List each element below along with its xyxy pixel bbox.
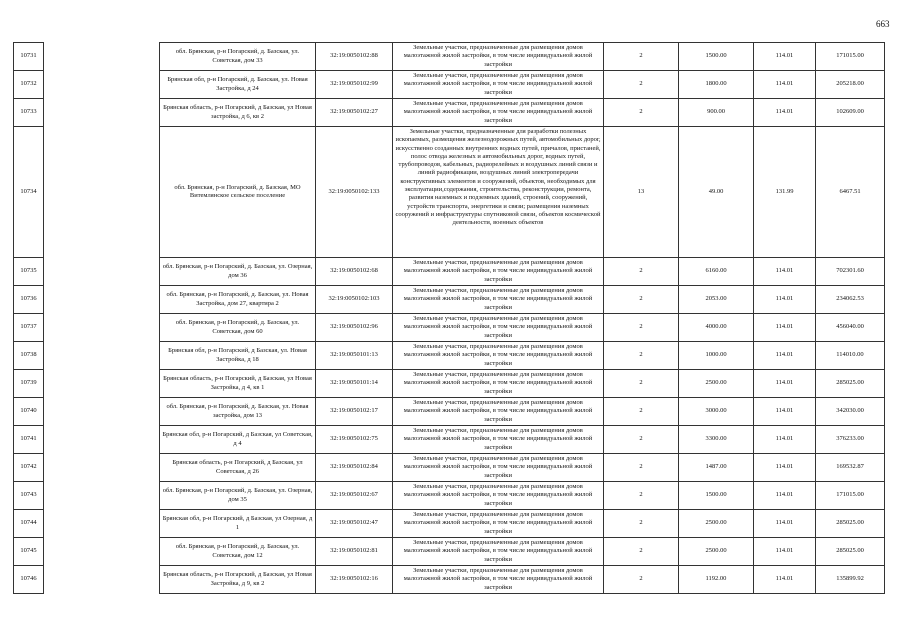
area-cell: 1487.00 (679, 454, 754, 482)
address-cell: обл. Брянская, р-н Погарский, д. Базская, ул. Новая застройка, дом 13 (160, 398, 316, 426)
address-cell: обл. Брянская, р-н Погарский, д. Базская, МО Витемлянское сельское поселение (160, 127, 316, 258)
area-cell: 1000.00 (679, 342, 754, 370)
area-cell: 1500.00 (679, 482, 754, 510)
group-cell: 2 (604, 454, 679, 482)
row-number: 10736 (14, 286, 44, 314)
row-number: 10732 (14, 71, 44, 99)
group-cell: 2 (604, 314, 679, 342)
rate-cell: 114.01 (754, 342, 816, 370)
table-row (14, 370, 885, 398)
rate-cell: 114.01 (754, 566, 816, 594)
cadastral-value-cell: 285025.00 (816, 510, 885, 538)
cadastral-number-cell: 32:19:0050102:75 (316, 426, 393, 454)
address-cell: Брянская обл, р-н Погарский, д. Базская, ул. Новая Застройка, д 24 (160, 71, 316, 99)
cadastral-value-cell: 6467.51 (816, 127, 885, 258)
row-number: 10743 (14, 482, 44, 510)
cadastral-number-cell: 32:19:0050102:99 (316, 71, 393, 99)
address-cell: Брянская область, р-н Погарский, д Базская, ул Новая Застройка, д 9, кв 2 (160, 566, 316, 594)
cadastral-number-cell: 32:19:0050102:133 (316, 127, 393, 258)
land-use-cell: Земельные участки, предназначенные для размещения домов малоэтажной жилой застройки, в том числе индивидуальной жилой застройки (393, 538, 604, 566)
cadastral-value-cell: 456040.00 (816, 314, 885, 342)
address-cell: Брянская область, р-н Погарский, д Базская, ул Новая Застройка, д 4, кв 1 (160, 370, 316, 398)
cadastral-value-cell: 114010.00 (816, 342, 885, 370)
row-number: 10746 (14, 566, 44, 594)
land-use-cell: Земельные участки, предназначенные для размещения домов малоэтажной жилой застройки, в том числе индивидуальной жилой застройки (393, 258, 604, 286)
row-number: 10745 (14, 538, 44, 566)
rate-cell: 114.01 (754, 258, 816, 286)
group-cell: 2 (604, 99, 679, 127)
area-cell: 3000.00 (679, 398, 754, 426)
table-row (14, 566, 885, 594)
group-cell: 2 (604, 342, 679, 370)
address-cell: обл. Брянская, р-н Погарский, д. Базская, ул. Новая Застройка, дом 27, квартира 2 (160, 286, 316, 314)
spacer-cell (44, 538, 160, 566)
area-cell: 2500.00 (679, 510, 754, 538)
table-row (14, 314, 885, 342)
address-cell: Брянская обл, р-н Погарский, д Базская, ул Советская, д 4 (160, 426, 316, 454)
table-row (14, 454, 885, 482)
cadastral-value-cell: 169532.87 (816, 454, 885, 482)
spacer-cell (44, 510, 160, 538)
cadastral-number-cell: 32:19:0050102:16 (316, 566, 393, 594)
row-number: 10739 (14, 370, 44, 398)
table-row (14, 127, 885, 258)
rate-cell: 114.01 (754, 510, 816, 538)
address-cell: Брянская область, р-н Погарский, д Базская, ул Советская, д 26 (160, 454, 316, 482)
row-number: 10744 (14, 510, 44, 538)
row-number: 10740 (14, 398, 44, 426)
group-cell: 2 (604, 538, 679, 566)
spacer-cell (44, 482, 160, 510)
group-cell: 2 (604, 71, 679, 99)
group-cell: 2 (604, 398, 679, 426)
spacer-cell (44, 99, 160, 127)
area-cell: 2500.00 (679, 538, 754, 566)
rate-cell: 114.01 (754, 314, 816, 342)
row-number: 10733 (14, 99, 44, 127)
spacer-cell (44, 342, 160, 370)
table-row (14, 426, 885, 454)
area-cell: 1500.00 (679, 43, 754, 71)
land-use-cell: Земельные участки, предназначенные для размещения домов малоэтажной жилой застройки, в том числе индивидуальной жилой застройки (393, 566, 604, 594)
area-cell: 1800.00 (679, 71, 754, 99)
cadastral-number-cell: 32:19:0050102:88 (316, 43, 393, 71)
area-cell: 3300.00 (679, 426, 754, 454)
page-number: 663 (876, 19, 890, 29)
address-cell: Брянская обл, р-н Погарский, д Базская, ул Озерная, д 1 (160, 510, 316, 538)
rate-cell: 114.01 (754, 538, 816, 566)
cadastral-value-cell: 376233.00 (816, 426, 885, 454)
area-cell: 49.00 (679, 127, 754, 258)
address-cell: обл. Брянская, р-н Погарский, д. Базская, ул. Советская, дом 60 (160, 314, 316, 342)
land-use-cell: Земельные участки, предназначенные для размещения домов малоэтажной жилой застройки, в том числе индивидуальной жилой застройки (393, 43, 604, 71)
cadastral-value-table (13, 42, 885, 594)
area-cell: 4000.00 (679, 314, 754, 342)
group-cell: 2 (604, 258, 679, 286)
area-cell: 900.00 (679, 99, 754, 127)
address-cell: Брянская обл, р-н Погарский, д Базская, ул. Новая Застройка, д 18 (160, 342, 316, 370)
row-number: 10734 (14, 127, 44, 258)
land-use-cell: Земельные участки, предназначенные для разработки полезных ископаемых, размещения железнодорожных путей, автомобильных дорог, искусственно созданных внутренних водных путей, причалов, пристаней, полос отвода железных и автомобильных дорог, водных путей, трубопроводов, кабельных, радиорелейных и воздушных линий связи и линий радиофикации, воздушных линий электропередачи конструктивных элементов и сооружений, объектов, необходимых для эксплуатации,содержания, строительства, реконструкции, ремонта, развития наземных и подземных зданий, строений, сооружений, устройств транспорта, энергетики и связи; размещения наземных сооружений и инфраструктуры спутниковой связи, объектов космической деятельности, военных объектов (393, 127, 604, 258)
row-number: 10731 (14, 43, 44, 71)
table-row (14, 99, 885, 127)
table-row (14, 258, 885, 286)
address-cell: обл. Брянская, р-н Погарский, д. Базская, ул. Советская, дом 12 (160, 538, 316, 566)
spacer-cell (44, 286, 160, 314)
cadastral-number-cell: 32:19:0050102:84 (316, 454, 393, 482)
rate-cell: 114.01 (754, 99, 816, 127)
land-use-cell: Земельные участки, предназначенные для размещения домов малоэтажной жилой застройки, в том числе индивидуальной жилой застройки (393, 286, 604, 314)
table-row (14, 398, 885, 426)
rate-cell: 114.01 (754, 454, 816, 482)
table-row (14, 71, 885, 99)
rate-cell: 114.01 (754, 71, 816, 99)
land-use-cell: Земельные участки, предназначенные для размещения домов малоэтажной жилой застройки, в том числе индивидуальной жилой застройки (393, 454, 604, 482)
rate-cell: 114.01 (754, 43, 816, 71)
table-row (14, 510, 885, 538)
rate-cell: 114.01 (754, 286, 816, 314)
spacer-cell (44, 127, 160, 258)
spacer-cell (44, 314, 160, 342)
group-cell: 2 (604, 370, 679, 398)
group-cell: 2 (604, 43, 679, 71)
row-number: 10738 (14, 342, 44, 370)
address-cell: обл. Брянская, р-н Погарский, д. Базская, ул. Советская, дом 33 (160, 43, 316, 71)
table-row (14, 482, 885, 510)
spacer-cell (44, 398, 160, 426)
rate-cell: 131.99 (754, 127, 816, 258)
land-use-cell: Земельные участки, предназначенные для размещения домов малоэтажной жилой застройки, в том числе индивидуальной жилой застройки (393, 482, 604, 510)
group-cell: 2 (604, 482, 679, 510)
group-cell: 2 (604, 566, 679, 594)
row-number: 10741 (14, 426, 44, 454)
land-use-cell: Земельные участки, предназначенные для размещения домов малоэтажной жилой застройки, в том числе индивидуальной жилой застройки (393, 426, 604, 454)
cadastral-value-cell: 171015.00 (816, 482, 885, 510)
table-body (14, 43, 885, 594)
table-row (14, 286, 885, 314)
land-use-cell: Земельные участки, предназначенные для размещения домов малоэтажной жилой застройки, в том числе индивидуальной жилой застройки (393, 398, 604, 426)
cadastral-value-cell: 285025.00 (816, 370, 885, 398)
table-row (14, 342, 885, 370)
address-cell: Брянская область, р-н Погарский, д Базская, ул Новая застройка, д 6, кв 2 (160, 99, 316, 127)
table-row (14, 43, 885, 71)
group-cell: 2 (604, 426, 679, 454)
cadastral-value-cell: 205218.00 (816, 71, 885, 99)
row-number: 10737 (14, 314, 44, 342)
area-cell: 2500.00 (679, 370, 754, 398)
cadastral-number-cell: 32:19:0050102:27 (316, 99, 393, 127)
land-use-cell: Земельные участки, предназначенные для размещения домов малоэтажной жилой застройки, в том числе индивидуальной жилой застройки (393, 314, 604, 342)
rate-cell: 114.01 (754, 482, 816, 510)
group-cell: 2 (604, 510, 679, 538)
spacer-cell (44, 71, 160, 99)
address-cell: обл. Брянская, р-н Погарский, д. Базская, ул. Озерная, дом 36 (160, 258, 316, 286)
cadastral-value-cell: 234062.53 (816, 286, 885, 314)
cadastral-number-cell: 32:19:0050102:103 (316, 286, 393, 314)
rate-cell: 114.01 (754, 370, 816, 398)
cadastral-value-cell: 102609.00 (816, 99, 885, 127)
rate-cell: 114.01 (754, 398, 816, 426)
cadastral-number-cell: 32:19:0050101:13 (316, 342, 393, 370)
spacer-cell (44, 426, 160, 454)
land-use-cell: Земельные участки, предназначенные для размещения домов малоэтажной жилой застройки, в том числе индивидуальной жилой застройки (393, 99, 604, 127)
table-row (14, 538, 885, 566)
cadastral-number-cell: 32:19:0050102:68 (316, 258, 393, 286)
cadastral-value-cell: 342030.00 (816, 398, 885, 426)
group-cell: 13 (604, 127, 679, 258)
cadastral-number-cell: 32:19:0050102:67 (316, 482, 393, 510)
spacer-cell (44, 370, 160, 398)
address-cell: обл. Брянская, р-н Погарский, д. Базская, ул. Озерная, дом 35 (160, 482, 316, 510)
land-use-cell: Земельные участки, предназначенные для размещения домов малоэтажной жилой застройки, в том числе индивидуальной жилой застройки (393, 370, 604, 398)
area-cell: 2053.00 (679, 286, 754, 314)
spacer-cell (44, 43, 160, 71)
cadastral-number-cell: 32:19:0050101:14 (316, 370, 393, 398)
spacer-cell (44, 566, 160, 594)
spacer-cell (44, 258, 160, 286)
area-cell: 6160.00 (679, 258, 754, 286)
row-number: 10742 (14, 454, 44, 482)
spacer-cell (44, 454, 160, 482)
land-use-cell: Земельные участки, предназначенные для размещения домов малоэтажной жилой застройки, в том числе индивидуальной жилой застройки (393, 342, 604, 370)
cadastral-value-cell: 285025.00 (816, 538, 885, 566)
land-use-cell: Земельные участки, предназначенные для размещения домов малоэтажной жилой застройки, в том числе индивидуальной жилой застройки (393, 510, 604, 538)
cadastral-number-cell: 32:19:0050102:17 (316, 398, 393, 426)
rate-cell: 114.01 (754, 426, 816, 454)
cadastral-number-cell: 32:19:0050102:81 (316, 538, 393, 566)
land-use-cell: Земельные участки, предназначенные для размещения домов малоэтажной жилой застройки, в том числе индивидуальной жилой застройки (393, 71, 604, 99)
area-cell: 1192.00 (679, 566, 754, 594)
cadastral-value-cell: 135899.92 (816, 566, 885, 594)
cadastral-number-cell: 32:19:0050102:47 (316, 510, 393, 538)
row-number: 10735 (14, 258, 44, 286)
cadastral-value-cell: 702301.60 (816, 258, 885, 286)
cadastral-value-cell: 171015.00 (816, 43, 885, 71)
group-cell: 2 (604, 286, 679, 314)
cadastral-number-cell: 32:19:0050102:96 (316, 314, 393, 342)
